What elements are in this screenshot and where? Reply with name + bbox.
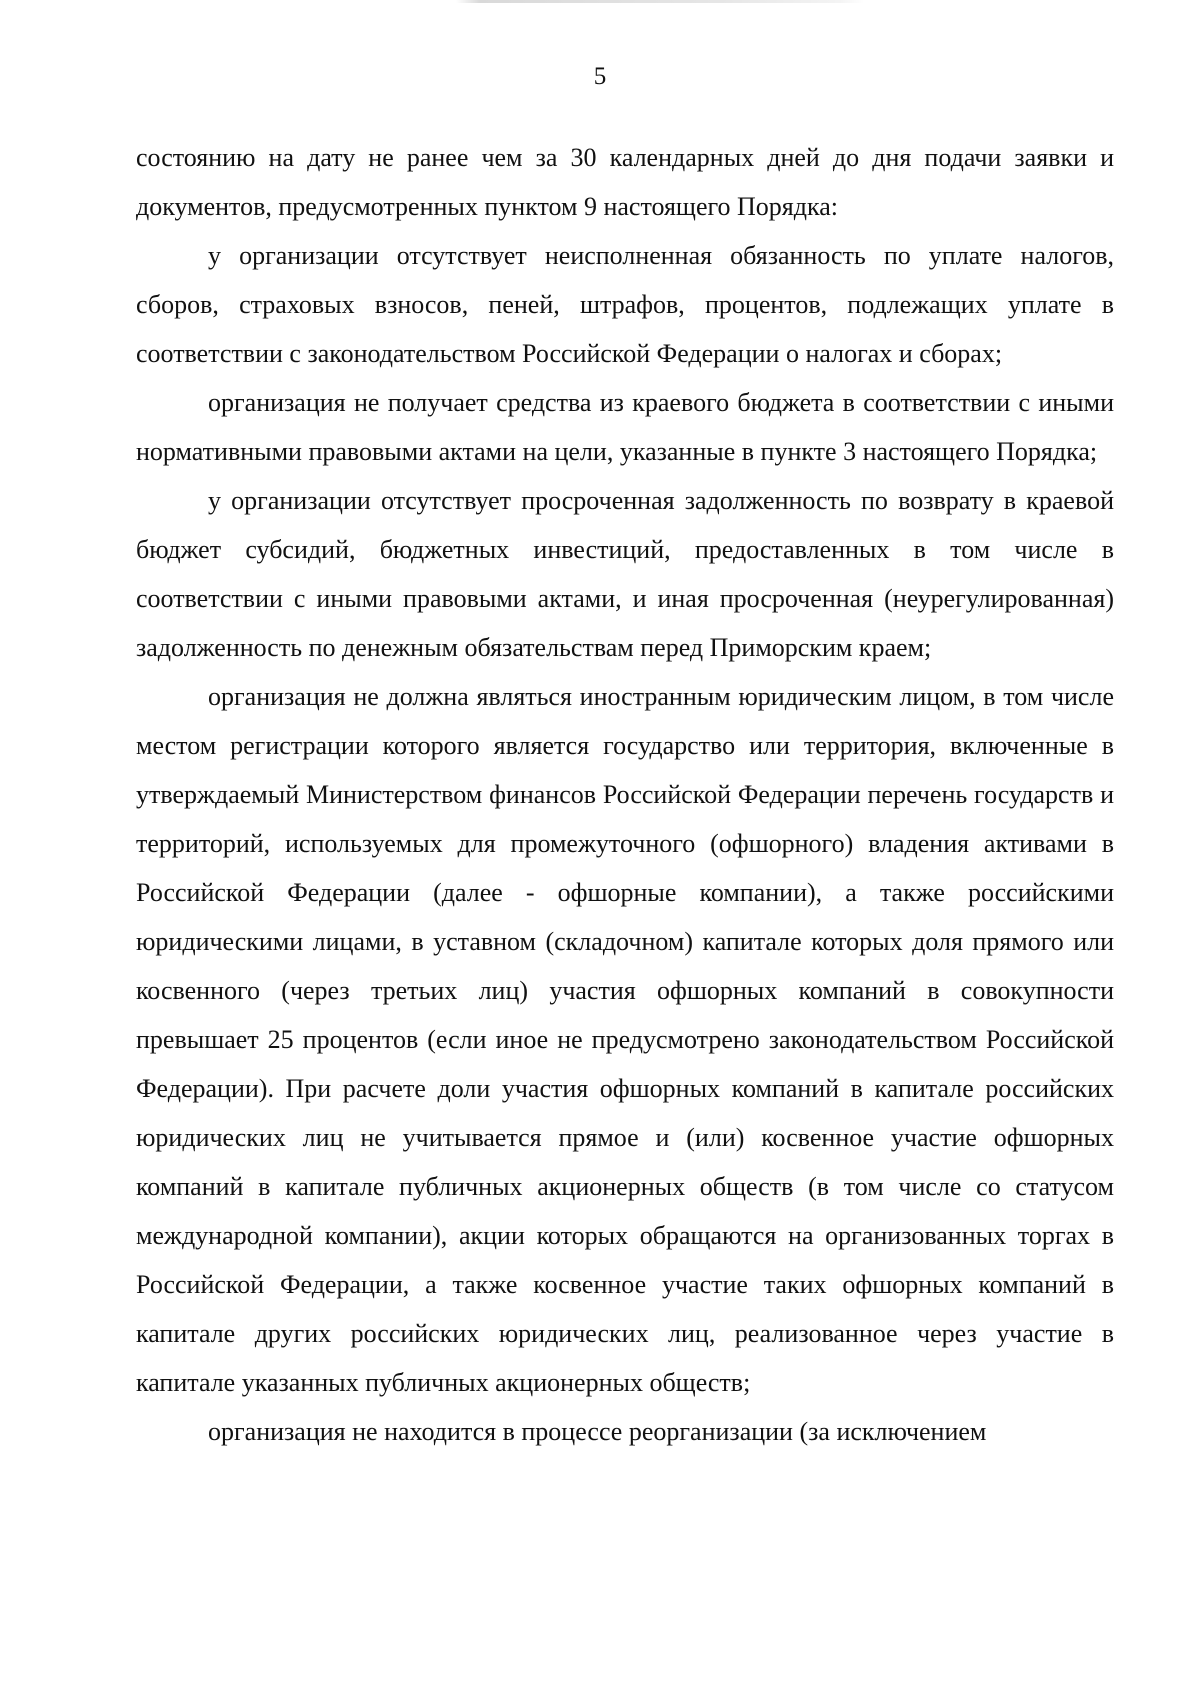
paragraph-budget-funds: организация не получает средства из краевого бюджета в соответствии с иными нормативными правовыми актами на цели, указанные в пункте 3 настоящего Порядка; [136,388,1114,466]
document-body [136,133,1114,1456]
paragraph-continuation: состоянию на дату не ранее чем за 30 календарных дней до дня подачи заявки и документов, предусмотренных пунктом 9 настоящего Порядка: [136,143,1114,221]
scan-top-edge [0,0,1200,3]
paragraph-reorganization: организация не находится в процессе реорганизации (за исключением [208,1417,987,1446]
paragraph-foreign-entity: организация не должна являться иностранным юридическим лицом, в том числе местом регистрации которого является государство или территория, включенные в утверждаемый Министерством финансов Российской Федерации перечень государств и территорий, используемых для промежуточного (офшорного) владения активами в Российской Федерации (далее - офшорные компании), а также российскими юридическими лицами, в уставном (складочном) капитале которых доля прямого или косвенного (через третьих лиц) участия офшорных компаний в совокупности превышает 25 процентов (если иное не предусмотрено законодательством Российской Федерации). При расчете доли участия офшорных компаний в капитале российских юридических лиц не учитывается прямое и (или) косвенное участие офшорных компаний в капитале публичных акционерных обществ (в том числе со статусом международной компании), акции которых обращаются на организованных торгах в Российской Федерации, а также косвенное участие таких офшорных компаний в капитале других российских юридических лиц, реализованное через участие в капитале указанных публичных акционерных обществ; [136,682,1114,1397]
paragraph-overdue-debt: у организации отсутствует просроченная задолженность по возврату в краевой бюджет субсидий, бюджетных инвестиций, предоставленных в том числе в соответствии с иными правовыми актами, и иная просроченная (неурегулированная) задолженность по денежным обязательствам перед Приморским краем; [136,486,1114,662]
paragraph-tax-obligations: у организации отсутствует неисполненная обязанность по уплате налогов, сборов, страховых взносов, пеней, штрафов, процентов, подлежащих уплате в соответствии с законодательством Российской Федерации о налогах и сборах; [136,241,1114,368]
page-number: 5 [593,63,607,90]
